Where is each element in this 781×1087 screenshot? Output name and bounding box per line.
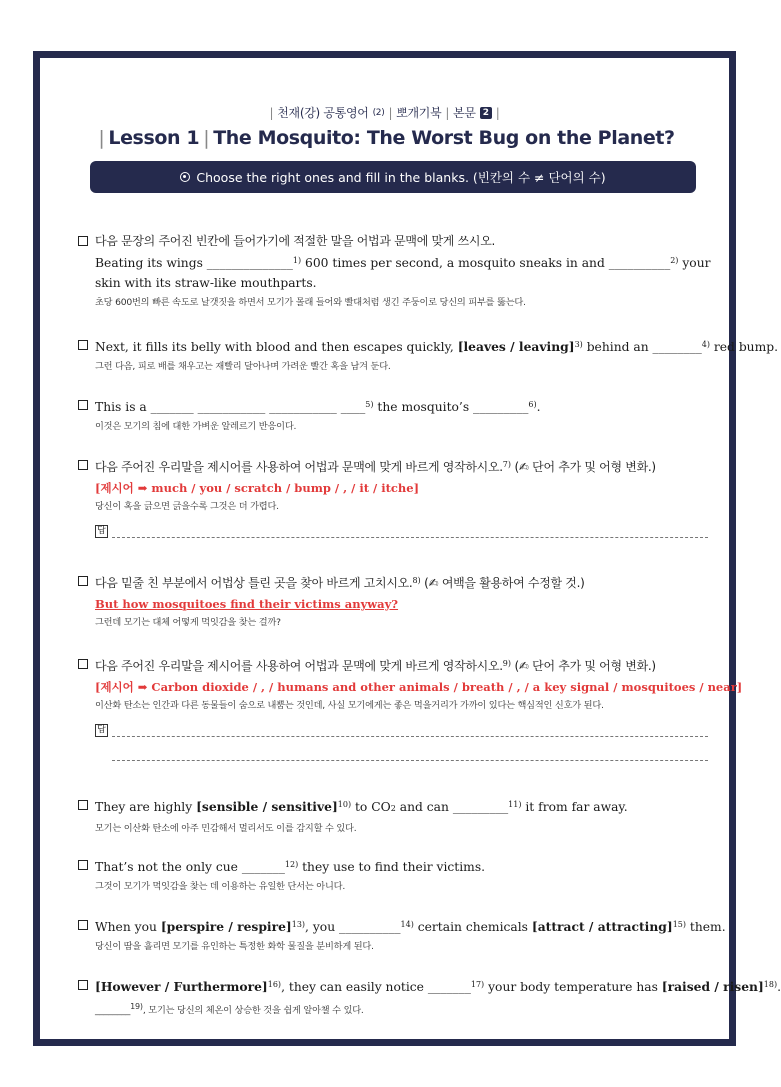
target-bullet-icon	[180, 172, 190, 182]
page-title: | Lesson 1 | The Mosquito: The Worst Bug on the Planet?	[98, 127, 675, 149]
answer-field[interactable]	[78, 521, 708, 543]
checkbox[interactable]	[78, 340, 88, 350]
question-5: 다음 밑줄 친 부분에서 어법상 틀린 곳을 찾아 바르게 고치시오.$^{8)}$ (✍ 여백을 활용하여 수정할 것.) But how mosquitoes find their victims anyway? 그런데 모기는 대체 어떻게 먹잇감을 찾는 걸까?	[78, 571, 708, 631]
choice-options[interactable]: [perspire / respire]	[160, 919, 292, 934]
header-volume: (2)	[372, 107, 385, 118]
checkbox[interactable]	[78, 659, 88, 669]
question-sentence: Beating its wings ______________$^{1)}$ 600 times per second, a mosquito sneaks in and __________$^{2)}$ your	[95, 256, 711, 270]
worksheet-frame	[33, 51, 781, 1046]
question-9: When you [perspire / respire]$^{13)}$, you __________$^{14)}$ certain chemicals [attract / attracting]$^{15)}$ them. 당신이 땀을 흘리면 모기를 유인하는 특정한 화학 물질을 분비하게 된다.	[78, 915, 708, 955]
answer-field-line-2[interactable]	[78, 752, 708, 774]
question-2: Next, it fills its belly with blood and then escapes quickly, [leaves / leaving]$^{3)}$ behind an ________$^{4)}$ red bump. 그런 다음, 피로 배를 채우고는 재빨리 달아나며 가려운 빨간 혹을 남겨 둔다.	[78, 335, 708, 375]
instruction-banner	[90, 161, 696, 193]
answer-field[interactable]	[78, 720, 708, 742]
answer-label: 답	[95, 525, 108, 538]
korean-translation: 당신이 땀을 흘리면 모기를 유인하는 특정한 화학 물질을 분비하게 된다.	[95, 941, 374, 952]
lesson-title: The Mosquito: The Worst Bug on the Planet?	[213, 127, 675, 149]
question-instruction: 다음 문장의 주어진 빈칸에 들어가기에 적절한 말을 어법과 문맥에 맞게 쓰시오.	[95, 234, 496, 248]
question-7: They are highly [sensible / sensitive]$^{10)}$ to CO2 and can _________$^{11)}$ it from far away. 모기는 이산화 탄소에 아주 민감해서 멀리서도 이를 감지할 수 있다.	[78, 795, 708, 837]
header-part-number-badge: 2	[480, 107, 492, 119]
korean-translation: 그런데 모기는 대체 어떻게 먹잇감을 찾는 걸까?	[95, 617, 281, 628]
header-subtitle: | 천재(강) 공통영어 (2) | 뽀개기북 | 본문 2 |	[269, 105, 500, 120]
choice-options[interactable]: [However / Furthermore]	[95, 979, 268, 994]
instruction-banner-text: Choose the right ones and fill in the blanks. (빈칸의 수 ≠ 단어의 수)	[196, 170, 606, 185]
answer-label: 답	[95, 724, 108, 737]
checkbox[interactable]	[78, 920, 88, 930]
question-6: 다음 주어진 우리말을 제시어를 사용하여 어법과 문맥에 맞게 바르게 영작하시오.$^{9)}$ (✍ 단어 추가 및 어형 변화.) [제시어 ➡ Carbon dioxide / , / humans and other animals / breath / , / a key signal / mosquitoes / near] 이산화 탄소는 인간과 다른 동물들이 숨으로 내뿜는 것인데, 사실 모기에게는 좋은 먹을거리가 가까이 있다는 핵심적인 신호가 된다. 답	[78, 654, 708, 774]
question-3: This is a _______ ___________ ___________ ____$^{5)}$ the mosquito’s _________$^{6)}$. 이것은 모기의 침에 대한 가벼운 알레르기 반응이다.	[78, 395, 708, 435]
checkbox[interactable]	[78, 400, 88, 410]
question-10: [However / Furthermore]$^{16)}$, they can easily notice _______$^{17)}$ your body temperature has [raised / risen]$^{18)}$. ________$^{19)}$, 모기는 당신의 체온이 상승한 것을 쉽게 알아챌 수 있다.	[78, 975, 708, 1019]
checkbox[interactable]	[78, 800, 88, 810]
header-part: 본문	[453, 106, 476, 120]
checkbox[interactable]	[78, 236, 88, 246]
checkbox[interactable]	[78, 576, 88, 586]
choice-options[interactable]: [leaves / leaving]	[457, 339, 575, 354]
checkbox[interactable]	[78, 460, 88, 470]
korean-translation: 그런 다음, 피로 배를 채우고는 재빨리 달아나며 가려운 빨간 혹을 남겨 둔다.	[95, 361, 391, 372]
korean-translation: 그것이 모기가 먹잇감을 찾는 데 이용하는 유일한 단서는 아니다.	[95, 881, 346, 892]
korean-translation: 이것은 모기의 침에 대한 가벼운 알레르기 반응이다.	[95, 421, 297, 432]
question-4: 다음 주어진 우리말을 제시어를 사용하여 어법과 문맥에 맞게 바르게 영작하시오.$^{7)}$ (✍ 단어 추가 및 어형 변화.) [제시어 ➡ much / you / scratch / bump / , / it / itche] 당신이 혹을 긁으면 긁을수록 그것은 더 가렵다. 답	[78, 455, 708, 543]
hint-words: [제시어 ➡ much / you / scratch / bump / , / it / itche]	[95, 481, 420, 495]
korean-translation: 당신이 혹을 긁으면 긁을수록 그것은 더 가렵다.	[95, 501, 279, 512]
choice-options[interactable]: [attract / attracting]	[531, 919, 673, 934]
choice-options[interactable]: [sensible / sensitive]	[196, 799, 338, 814]
worksheet-header	[40, 104, 729, 149]
checkbox[interactable]	[78, 980, 88, 990]
hint-words: [제시어 ➡ Carbon dioxide / , / humans and other animals / breath / , / a key signal / mosquitoes / near]	[95, 680, 743, 694]
korean-translation: 초당 600번의 빠른 속도로 날갯짓을 하면서 모기가 몰래 들어와 빨대처럼 생긴 주둥이로 당신의 피부를 뚫는다.	[95, 297, 526, 308]
korean-translation: 이산화 탄소는 인간과 다른 동물들이 숨으로 내뿜는 것인데, 사실 모기에게는 좋은 먹을거리가 가까이 있다는 핵심적인 신호가 된다.	[95, 700, 604, 711]
korean-translation: 모기는 이산화 탄소에 아주 민감해서 멀리서도 이를 감지할 수 있다.	[95, 823, 357, 834]
question-8: That’s not the only cue _______$^{12)}$ they use to find their victims. 그것이 모기가 먹잇감을 찾는 데 이용하는 유일한 단서는 아니다.	[78, 855, 708, 895]
underlined-sentence: But how mosquitoes find their victims anyway?	[95, 597, 399, 611]
question-sentence-cont: skin with its straw-like mouthparts.	[95, 276, 317, 290]
checkbox[interactable]	[78, 860, 88, 870]
choice-options[interactable]: [raised / risen]	[661, 979, 764, 994]
header-section: 뽀개기북	[396, 106, 442, 120]
korean-translation: ________$^{19)}$, 모기는 당신의 체온이 상승한 것을 쉽게 알아챌 수 있다.	[95, 1002, 364, 1016]
lesson-label: Lesson 1	[108, 127, 200, 149]
header-book: 천재(강) 공통영어	[277, 106, 369, 120]
question-1	[78, 231, 711, 311]
